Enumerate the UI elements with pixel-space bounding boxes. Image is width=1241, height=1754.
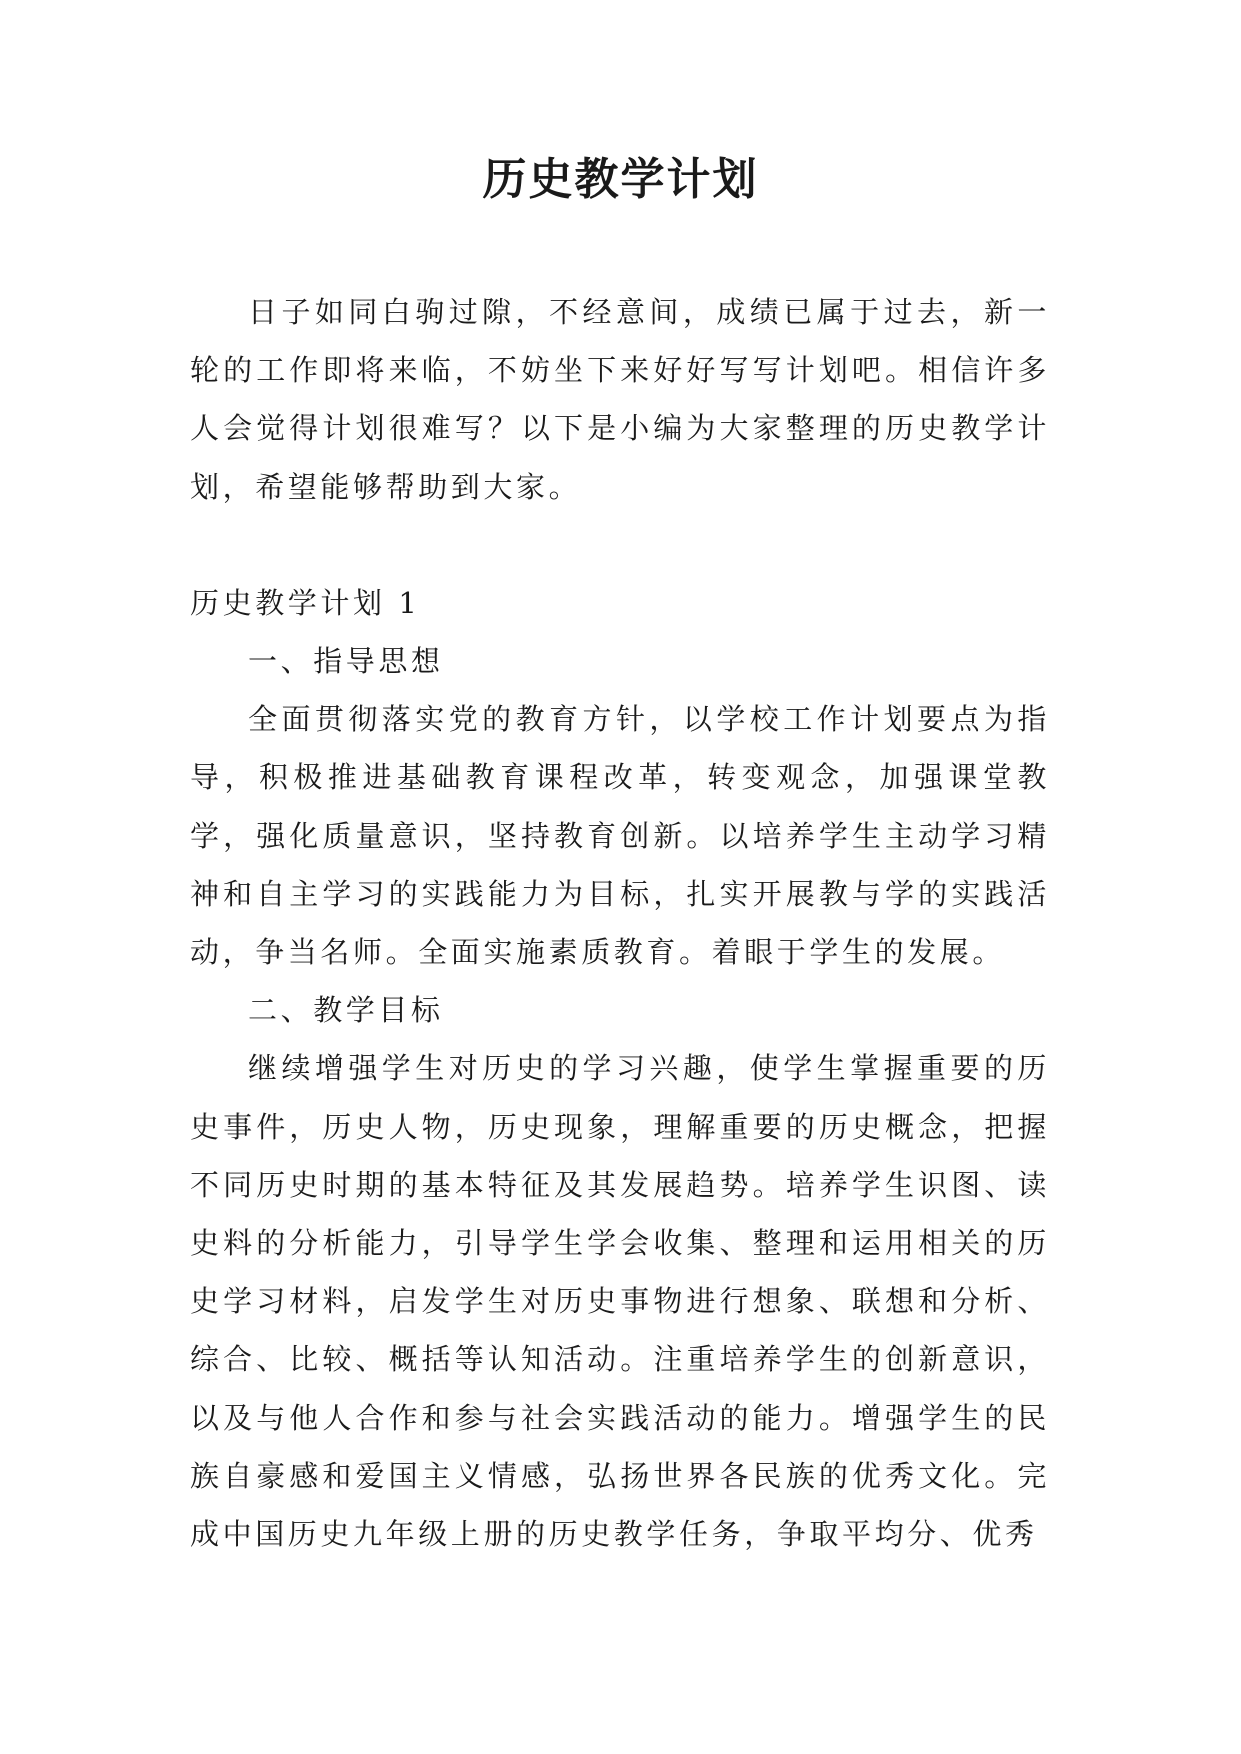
section-heading: 历史教学计划 1	[190, 585, 421, 620]
part1-paragraph: 全面贯彻落实党的教育方针，以学校工作计划要点为指导，积极推进基础教育课程改革，转变观念，加强课堂教学，强化质量意识，坚持教育创新。以培养学生主动学习精神和自主学习的实践能力为目标，扎实开展教与学的实践活动，争当名师。全面实施素质教育。着眼于学生的发展。	[190, 702, 1050, 970]
intro-paragraph: 日子如同白驹过隙，不经意间，成绩已属于过去，新一轮的工作即将来临，不妨坐下来好好写写计划吧。相信许多人会觉得计划很难写？以下是小编为大家整理的历史教学计划，希望能够帮助到大家。	[190, 295, 1050, 504]
part2-heading: 二、教学目标	[248, 993, 444, 1028]
part2-paragraph: 继续增强学生对历史的学习兴趣，使学生掌握重要的历史事件，历史人物，历史现象，理解重要的历史概念，把握不同历史时期的基本特征及其发展趋势。培养学生识图、读史料的分析能力，引导学生学会收集、整理和运用相关的历史学习材料，启发学生对历史事物进行想象、联想和分析、综合、比较、概括等认知活动。注重培养学生的创新意识，以及与他人合作和参与社会实践活动的能力。增强学生的民族自豪感和爱国主义情感，弘扬世界各民族的优秀文化。完成中国历史九年级上册的历史教学任务，争取平均分、优秀	[190, 1051, 1050, 1552]
document-title: 历史教学计划	[482, 154, 759, 205]
document-body	[190, 283, 1050, 1563]
paragraph-spacer	[190, 516, 1050, 574]
part1-heading: 一、指导思想	[248, 644, 444, 679]
